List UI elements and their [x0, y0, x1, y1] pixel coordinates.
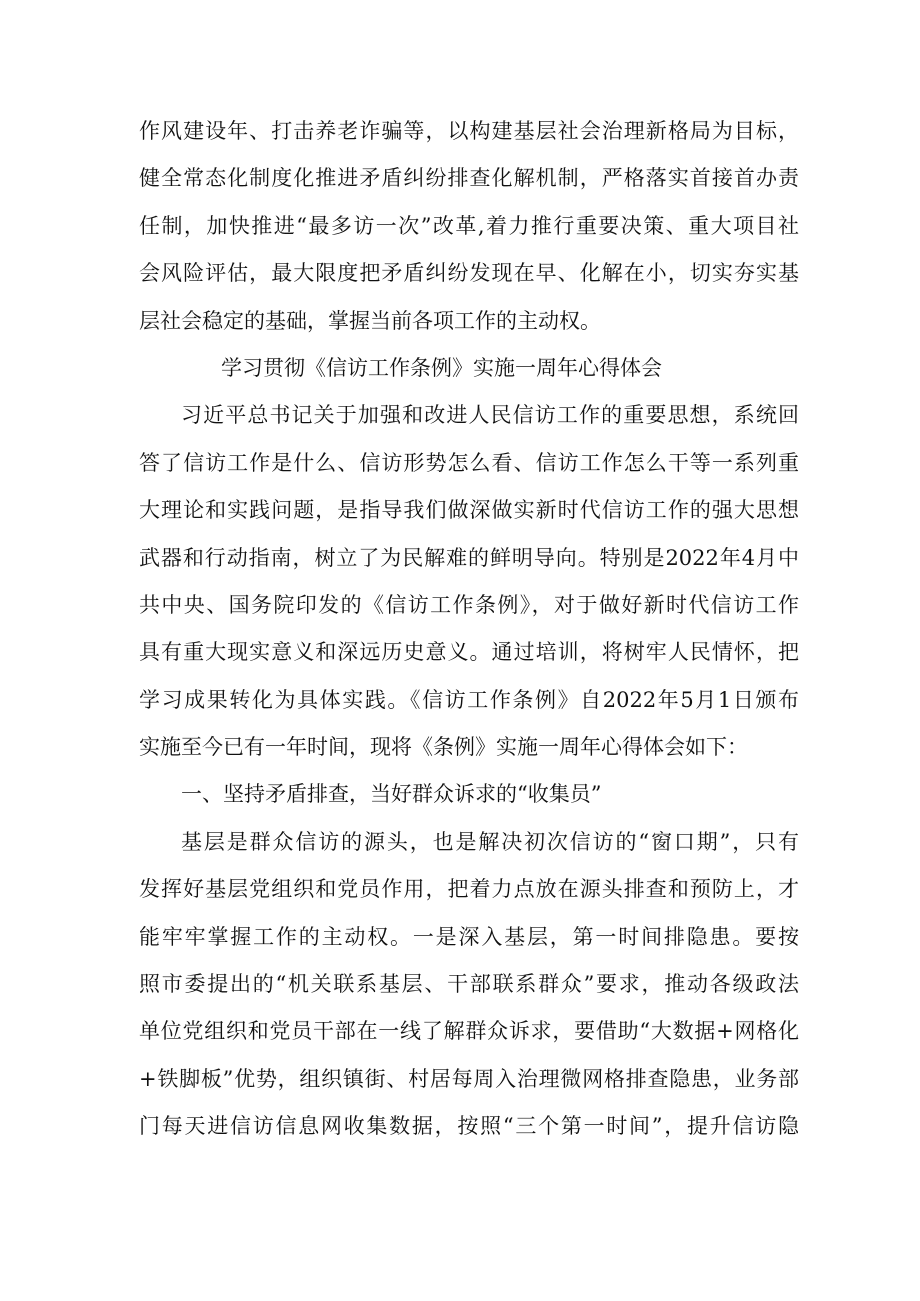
section-heading: 一、坚持矛盾排查，当好群众诉求的“收集员” [181, 782, 602, 807]
text-line: 任制，加快推进“最多访一次”改革,着力推行重要决策、重大项目社 [139, 213, 799, 238]
text-line: 门每天进信访信息网收集数据，按照“三个第一时间”，提升信访隐 [139, 1114, 799, 1139]
text-line: 具有重大现实意义和深远历史意义。通过培训，将树牢人民情怀，把 [139, 640, 799, 665]
text-line: 大理论和实践问题，是指导我们做深做实新时代信访工作的强大思想 [139, 498, 799, 523]
section-title: 学习贯彻《信访工作条例》实施一周年心得体会 [221, 355, 662, 380]
text-line: 健全常态化制度化推进矛盾纠纷排查化解机制，严格落实首接首办责 [139, 166, 799, 191]
text-line: 照市委提出的“机关联系基层、干部联系群众”要求，推动各级政法 [139, 972, 799, 997]
document-body [139, 108, 799, 1151]
text-line: 单位党组织和党员干部在一线了解群众诉求，要借助“大数据+网格化 [139, 1019, 799, 1044]
text-line: +铁脚板”优势，组织镇街、村居每周入治理微网格排查隐患，业务部 [139, 1066, 799, 1091]
text-line: 能牢牢掌握工作的主动权。一是深入基层，第一时间排隐患。要按 [139, 924, 799, 949]
text-line: 共中央、国务院印发的《信访工作条例》，对于做好新时代信访工作 [139, 592, 799, 617]
text-line: 答了信访工作是什么、信访形势怎么看、信访工作怎么干等一系列重 [139, 450, 799, 475]
text-line: 实施至今已有一年时间，现将《条例》实施一周年心得体会如下： [139, 735, 748, 760]
text-line: 发挥好基层党组织和党员作用，把着力点放在源头排查和预防上，才 [139, 877, 799, 902]
text-line: 层社会稳定的基础，掌握当前各项工作的主动权。 [139, 308, 601, 333]
text-line: 武器和行动指南，树立了为民解难的鲜明导向。特别是2022年4月中 [139, 545, 799, 570]
paragraph-start-line: 基层是群众信访的源头，也是解决初次信访的“窗口期”，只有 [181, 829, 799, 854]
paragraph-start-line: 习近平总书记关于加强和改进人民信访工作的重要思想，系统回 [181, 403, 799, 428]
text-line: 会风险评估，最大限度把矛盾纠纷发现在早、化解在小，切实夯实基 [139, 261, 799, 286]
text-line: 作风建设年、打击养老诈骗等，以构建基层社会治理新格局为目标， [139, 119, 799, 143]
text-line: 学习成果转化为具体实践。《信访工作条例》自2022年5月1日颁布 [139, 687, 799, 712]
